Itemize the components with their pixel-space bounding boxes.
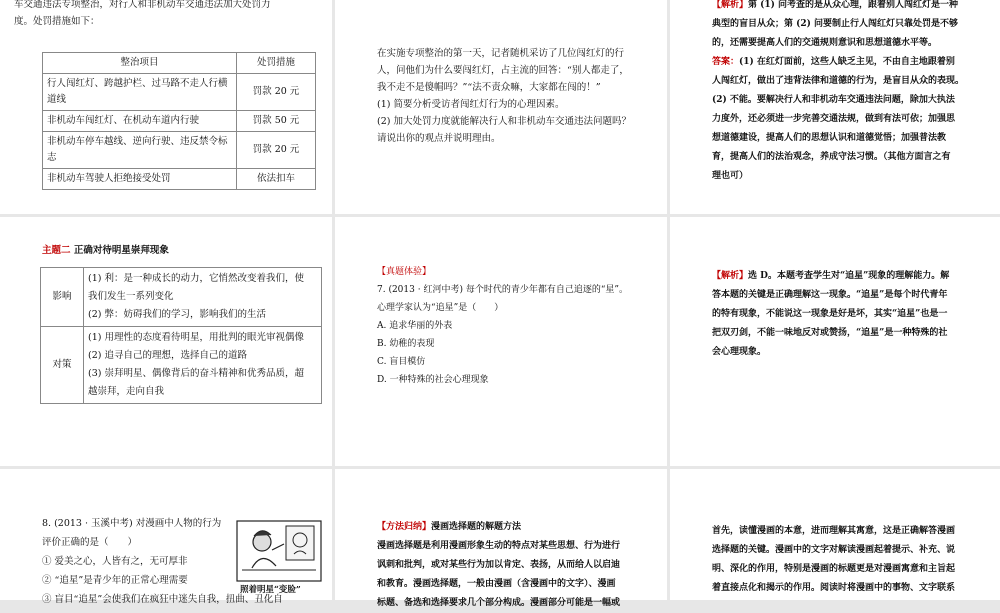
table-row — [43, 132, 316, 169]
table-header: 整治项目 — [43, 53, 237, 74]
table-cell-item: 非机动车闯红灯、在机动车道内行驶 — [43, 111, 237, 132]
method-line: 讽刺和批判，或对某些行为加以肯定、表扬，从而给人以启迪 — [377, 560, 621, 570]
row-label: 对策 — [41, 327, 84, 404]
analysis-line: 会心理现象。 — [712, 347, 767, 357]
method-heading — [377, 518, 662, 537]
table-cell-item: 行人闯红灯、跨越护栏、过马路不走人行横道线 — [43, 74, 237, 111]
topic-heading — [42, 242, 169, 256]
answer-line: (2) 不能。要解决行人和非机动车交通违法问题，除加大执法 — [712, 95, 955, 105]
analysis-tag: 【解析】 — [712, 271, 749, 281]
answer-line: (1) 在红灯面前，这些人缺乏主见，不由自主地跟着别 — [739, 57, 955, 67]
table-row — [43, 111, 316, 132]
answer-paragraph — [712, 53, 994, 72]
question-line: (1) 简要分析受访者闯红灯行为的心理因素。 — [377, 99, 565, 110]
topic-tag: 主题二 — [42, 245, 71, 256]
analysis-paragraph — [712, 267, 994, 286]
content-line: 我们发生一系列变化 — [88, 291, 174, 302]
table-header: 处罚措施 — [237, 53, 316, 74]
analysis-line: 把双刃剑，不能一味地反对或赞扬，“追星”是一种特殊的社 — [712, 328, 948, 338]
analysis-line: 的特有现象，不能说这一现象是好是坏，其实“追星”也是一 — [712, 309, 948, 319]
section-tag: 【真题体验】 — [377, 267, 432, 277]
analysis-line: 的，还需要提高人们的交通规则意识和思想道德水平等。 — [712, 38, 938, 48]
analysis-line: 选 D。本题考查学生对“追星”现象的理解能力。解 — [748, 271, 950, 281]
slide-panel-4 — [0, 217, 332, 466]
option-c: C. 盲目模仿 — [377, 357, 426, 367]
row-label: 影响 — [41, 268, 84, 327]
content-line: 越崇拜，走向自我 — [88, 386, 165, 397]
scenario-line: 人，问他们为什么要闯红灯，占主流的回答：“别人都走了， — [377, 65, 629, 76]
answer-line: 力度外，还必须进一步完善交通法规，做到有法可依；加强思 — [712, 114, 956, 124]
slide-panel-9 — [670, 469, 1000, 600]
option-d: D. 一种特殊的社会心理现象 — [377, 375, 489, 385]
method-line: 漫画选择题是利用漫画形象生动的特点对某些思想、行为进行 — [377, 541, 621, 551]
question-line: 8. (2013 · 玉溪中考) 对漫画中人物的行为 — [42, 518, 222, 529]
analysis-tag: 【解析】 — [712, 0, 749, 10]
content-line: (1) 利：是一种成长的动力，它悄然改变着我们，使 — [88, 273, 304, 284]
method-line: 着直接点化和揭示的作用。阅读时将漫画中的事物、文字联系 — [712, 583, 956, 593]
intro-line-2: 度。处罚措施如下： — [14, 16, 100, 27]
analysis-line: 答本题的关键是正确理解这一现象。“追星”是每个时代青年 — [712, 290, 948, 300]
table-row — [43, 169, 316, 190]
question-line: 请说出你的观点并说明理由。 — [377, 133, 501, 144]
scenario-line: 我不走不是傻帽吗？”“法不责众嘛，大家都在闯的！” — [377, 82, 601, 93]
table-cell-item: 非机动车停车越线、逆向行驶、违反禁令标志 — [43, 132, 237, 169]
table-cell-item: 非机动车驾驶人拒绝接受处罚 — [43, 169, 237, 190]
question-line: 7. (2013 · 红河中考) 每个时代的青少年都有自己追逐的“星”。 — [377, 285, 629, 295]
answer-line: 想道德建设，提高人们的思想认识和道德觉悟；加强普法教 — [712, 133, 947, 143]
answer-line: 理也可） — [712, 171, 749, 181]
slide-panel-1 — [0, 0, 332, 214]
cartoon-illustration — [236, 520, 322, 582]
answer-line: 人闯红灯，做出了违背法律和道德的行为，是盲目从众的表现。 — [712, 76, 965, 86]
method-line: 选择题的关键。漫画中的文字对解读漫画起着提示、补充、说 — [712, 545, 956, 555]
content-line: (3) 崇拜明星、偶像背后的奋斗精神和优秀品质，超 — [88, 368, 304, 379]
choice-line: ② “追星”是青少年的正常心理需要 — [42, 575, 188, 586]
slide-panel-2 — [335, 0, 667, 214]
method-title: 漫画选择题的解题方法 — [431, 522, 522, 532]
intro-line-1: 车交通违法专项整治，对行人和非机动车交通违法加大处罚力 — [14, 0, 271, 10]
table-row — [41, 268, 322, 327]
slide-panel-5 — [335, 217, 667, 466]
table-cell-penalty: 依法扣车 — [237, 169, 316, 190]
option-b: B. 幼稚的表现 — [377, 339, 435, 349]
slide-panel-8 — [335, 469, 667, 608]
option-a: A. 追求华丽的外表 — [377, 321, 453, 331]
section-tag: 【方法归纳】 — [377, 522, 432, 532]
answer-line: 育，提高人们的法治观念，养成守法习惯。（其他方面言之有 — [712, 152, 951, 162]
analysis-paragraph — [712, 0, 994, 15]
penalty-table — [42, 52, 316, 190]
scenario-line: 在实施专项整治的第一天，记者随机采访了几位闯红灯的行 — [377, 48, 625, 59]
method-line: 和教育。漫画选择题，一般由漫画（含漫画中的文字）、漫画 — [377, 579, 616, 589]
method-line: 标题、备选和选择要求几个部分构成。漫画部分可能是一幅或 — [377, 598, 621, 608]
cartoon-caption: 照着明星“变脸” — [240, 585, 301, 595]
analysis-line: 第 (1) 问考查的是从众心理，跟着别人闯红灯是一种 — [748, 0, 959, 10]
choice-line: ① 爱美之心，人皆有之，无可厚非 — [42, 556, 188, 567]
table-row — [41, 327, 322, 404]
row-content — [84, 327, 322, 404]
analysis-line: 典型的盲目从众；第 (2) 问要制止行人闯红灯只靠处罚是不够 — [712, 19, 959, 29]
slide-panel-3 — [670, 0, 1000, 214]
choice-line: ③ 盲目“追星”会使我们在疯狂中迷失自我，扭曲、丑化自 — [42, 594, 283, 605]
idol-worship-table — [40, 267, 322, 404]
table-cell-penalty: 罚款 50 元 — [237, 111, 316, 132]
topic-title: 正确对待明星崇拜现象 — [73, 245, 169, 256]
slide-panel-7 — [0, 469, 332, 605]
method-line: 明、深化的作用，特别是漫画的标题更是对漫画寓意和主旨起 — [712, 564, 956, 574]
question-line: (2) 加大处罚力度就能解决行人和非机动车交通违法问题吗？ — [377, 116, 631, 127]
answer-tag: 答案： — [712, 57, 740, 67]
content-line: (2) 追寻自己的理想，选择自己的道路 — [88, 350, 247, 361]
table-cell-penalty: 罚款 20 元 — [237, 74, 316, 111]
row-content — [84, 268, 322, 327]
question-line: 心理学家认为“追星”是（ ） — [377, 303, 504, 313]
table-row — [43, 74, 316, 111]
question-line: 评价正确的是（ ） — [42, 537, 138, 548]
method-line: 首先，读懂漫画的本意，进而理解其寓意，这是正确解答漫画 — [712, 526, 956, 536]
table-header-row — [43, 53, 316, 74]
content-line: (2) 弊：妨碍我们的学习，影响我们的生活 — [88, 309, 266, 320]
slide-panel-6 — [670, 217, 1000, 466]
table-cell-penalty: 罚款 20 元 — [237, 132, 316, 169]
content-line: (1) 用理性的态度看待明星，用批判的眼光审视偶像 — [88, 332, 304, 343]
